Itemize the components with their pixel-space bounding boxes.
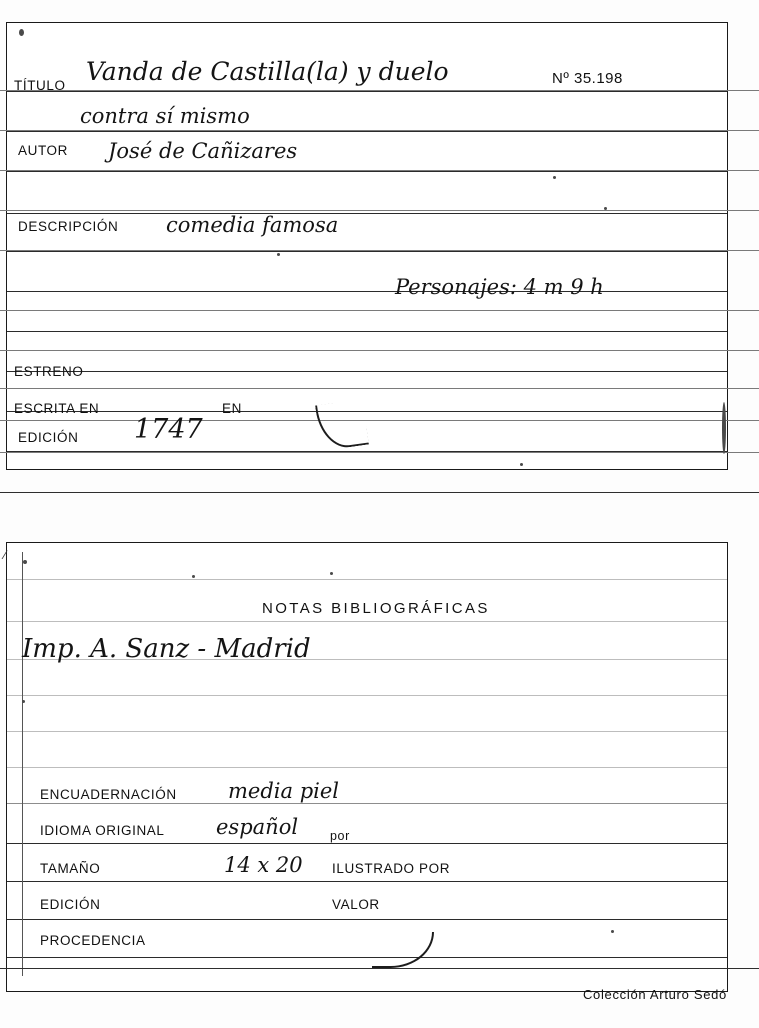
value-titulo-number: Nº 35.198: [552, 70, 623, 87]
page-rule: [0, 130, 759, 131]
card-rule: [7, 579, 727, 580]
value-nota-bibliografica: Imp. A. Sanz - Madrid: [22, 634, 311, 664]
scan-speck: [604, 207, 607, 210]
card-rule: [7, 251, 727, 252]
label-descripcion: DESCRIPCIÓN: [18, 219, 119, 234]
page-rule: [0, 420, 759, 421]
notas-bibliograficas-heading: NOTAS BIBLIOGRÁFICAS: [262, 600, 490, 617]
page-rule: [0, 210, 759, 211]
label-titulo: TÍTULO: [14, 78, 66, 93]
card-rule: [7, 919, 727, 920]
page-rule: [0, 492, 759, 493]
label-escrita-en: ESCRITA EN: [14, 401, 100, 416]
card-rule: [7, 91, 727, 92]
value-idioma-original: español: [216, 815, 299, 839]
card-rule: [7, 803, 727, 804]
value-encuadernacion: media piel: [228, 779, 339, 803]
card-rule: [7, 291, 727, 292]
card-rule: [7, 881, 727, 882]
value-descripcion: comedia famosa: [166, 213, 339, 237]
label-edicion-top: EDICIÓN: [18, 430, 79, 445]
card-rule: [7, 731, 727, 732]
scan-speck: [520, 463, 523, 466]
scan-speck: [23, 560, 27, 564]
card-rule: [7, 621, 727, 622]
label-idioma-por: por: [330, 829, 350, 843]
value-tamano: 14 x 20: [224, 853, 303, 877]
scan-speck: [611, 930, 614, 933]
card-rule: [7, 331, 727, 332]
page-rule: [0, 250, 759, 251]
page-rule: [0, 310, 759, 311]
value-personajes: Personajes: 4 m 9 h: [395, 275, 604, 299]
collection-credit: Colección Arturo Sedó: [582, 987, 727, 1002]
card-rule: [7, 411, 727, 412]
label-ilustrado-por: ILUSTRADO POR: [332, 861, 451, 876]
value-titulo-line1: Vanda de Castilla(la) y duelo: [86, 57, 449, 86]
page-rule: [0, 90, 759, 91]
scan-speck: [192, 575, 195, 578]
value-edicion-top: 1747: [134, 414, 203, 445]
label-encuadernacion: ENCUADERNACIÓN: [40, 787, 177, 802]
scan-speck: [330, 572, 333, 575]
value-autor: José de Cañizares: [108, 139, 298, 163]
card-rule: [7, 213, 727, 214]
card-rule: [7, 957, 727, 958]
scan-speck: [722, 402, 726, 454]
label-procedencia: PROCEDENCIA: [40, 933, 146, 948]
label-autor: AUTOR: [18, 143, 69, 158]
scan-speck: [22, 700, 25, 703]
page-rule: [0, 388, 759, 389]
card-rule: [7, 695, 727, 696]
value-titulo-line2: contra sí mismo: [80, 104, 250, 128]
label-tamano: TAMAÑO: [40, 861, 101, 876]
card-rule: [7, 131, 727, 132]
card-rule: [7, 767, 727, 768]
scan-speck: [19, 29, 24, 36]
label-edicion-bottom: EDICIÓN: [40, 897, 101, 912]
card-rule: [7, 171, 727, 172]
scan-speck: [553, 176, 556, 179]
scan-speck: [277, 253, 280, 256]
page-rule: [0, 170, 759, 171]
label-escrita-en-secondary: EN: [222, 401, 242, 416]
label-estreno: ESTRENO: [14, 364, 84, 379]
scan-corner-mark: ⁄: [4, 548, 7, 562]
page-rule: [0, 452, 759, 453]
label-idioma-original: IDIOMA ORIGINAL: [40, 823, 165, 838]
card-rule: [7, 371, 727, 372]
label-valor: VALOR: [332, 897, 380, 912]
page-rule: [0, 968, 759, 969]
card-rule: [7, 843, 727, 844]
page-rule: [0, 350, 759, 351]
card-margin-line: [22, 552, 23, 976]
